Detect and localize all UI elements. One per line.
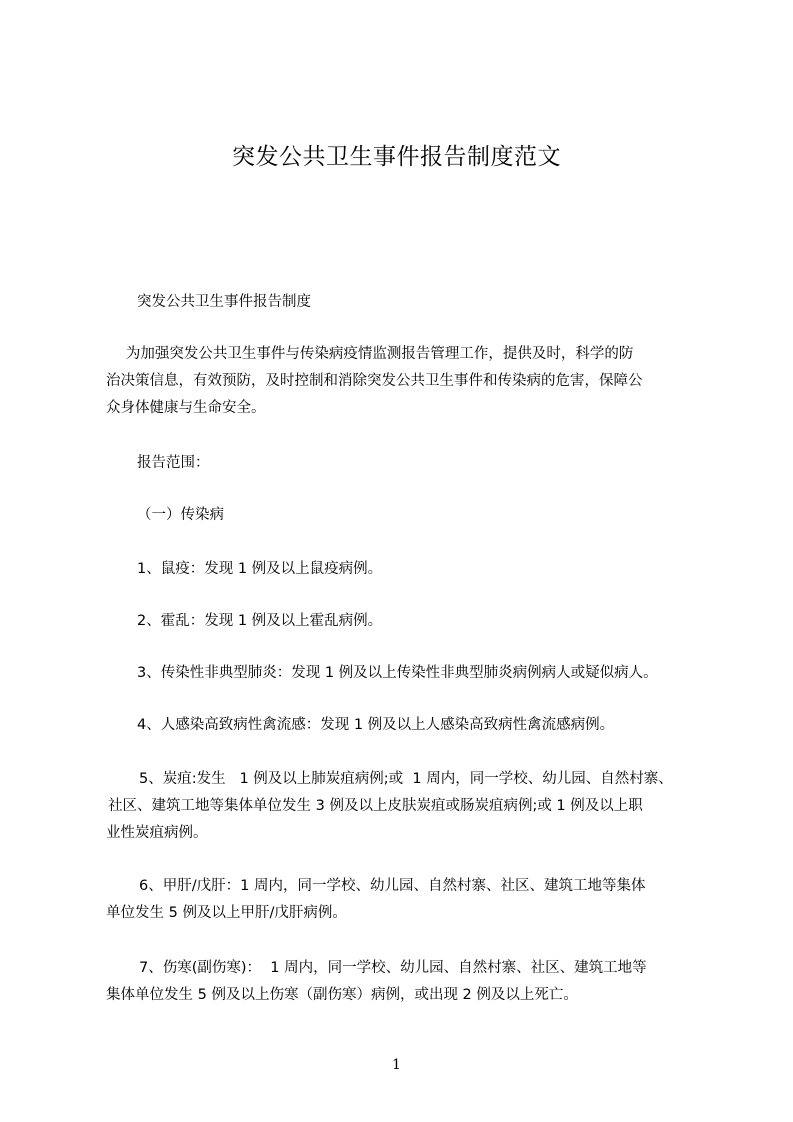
item-line: 7、伤寒(副伤寒)： 1 周内，同一学校、幼儿园、自然村寨、社区、建筑工地等 bbox=[139, 960, 647, 976]
page-number: 1 bbox=[392, 1057, 401, 1073]
intro-line: 治决策信息，有效预防，及时控制和消除突发公共卫生事件和传染病的危害，保障公 bbox=[106, 373, 643, 389]
list-item-anthrax bbox=[106, 766, 726, 847]
item-line: 集体单位发生 5 例及以上伤寒（副伤寒）病例，或出现 2 例及以上死亡。 bbox=[106, 987, 578, 1003]
item-line: 单位发生 5 例及以上甲肝/戊肝病例。 bbox=[106, 905, 347, 921]
intro-paragraph bbox=[106, 341, 726, 422]
list-item: 4、人感染高致病性禽流感：发现 1 例及以上人感染高致病性禽流感病例。 bbox=[137, 717, 615, 733]
list-item: 1、鼠疫：发现 1 例及以上鼠疫病例。 bbox=[137, 561, 383, 577]
list-item-hepatitis bbox=[106, 873, 726, 927]
item-line: 社区、建筑工地等集体单位发生 3 例及以上皮肤炭疽或肠炭疽病例;或 1 例及以上职 bbox=[108, 798, 643, 814]
subtitle: 突发公共卫生事件报告制度 bbox=[137, 294, 311, 310]
intro-line: 为加强突发公共卫生事件与传染病疫情监测报告管理工作，提供及时，科学的防 bbox=[112, 346, 634, 362]
list-item: 3、传染性非典型肺炎：发现 1 例及以上传染性非典型肺炎病例病人或疑似病人。 bbox=[137, 665, 658, 681]
document-title: 突发公共卫生事件报告制度范文 bbox=[232, 144, 561, 170]
item-line: 6、甲肝/戊肝：1 周内，同一学校、幼儿园、自然村寨、社区、建筑工地等集体 bbox=[139, 878, 646, 894]
list-item-typhoid bbox=[106, 955, 726, 1009]
intro-line: 众身体健康与生命安全。 bbox=[106, 400, 266, 416]
section-heading: （一）传染病 bbox=[137, 507, 224, 523]
item-line: 业性炭疽病例。 bbox=[106, 825, 208, 841]
list-item: 2、霍乱：发现 1 例及以上霍乱病例。 bbox=[137, 613, 383, 629]
item-line: 5、炭疽:发生 1 例及以上肺炭疽病例;或 1 周内，同一学校、幼儿园、自然村寨、 bbox=[139, 771, 673, 787]
scope-heading: 报告范围： bbox=[137, 455, 210, 471]
